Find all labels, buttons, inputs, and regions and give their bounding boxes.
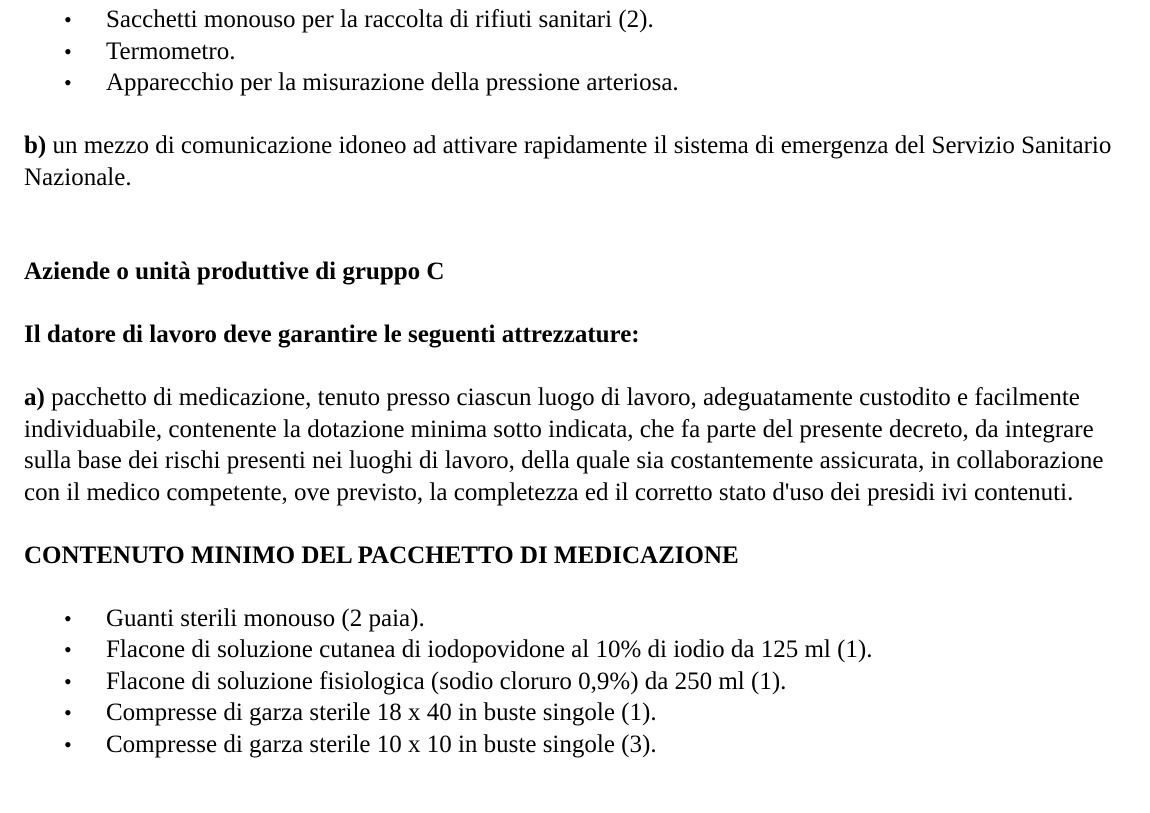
bullet-icon: • <box>64 637 72 662</box>
bullet-icon: • <box>64 700 72 725</box>
section-heading-group-c: Aziende o unità produttive di gruppo C <box>24 258 445 285</box>
paragraph-text: un mezzo di comunicazione idoneo ad attivare rapidamente il sistema di emergenza del Servizio Sanitario Nazionale. <box>24 132 1112 191</box>
list-item <box>24 729 1134 761</box>
paragraph-text: pacchetto di medicazione, tenuto presso ciascun luogo di lavoro, adeguatamente custodito e facilmente individuabile, contenente la dotazione minima sotto indicata, che fa parte del presente decreto, da integrare sulla base dei rischi presenti nei luoghi di lavoro, della quale sia costantemente assicurata, in collaborazione con il medico competente, ove previsto, la completezza ed il corretto stato d'uso dei presidi ivi contenuti. <box>24 384 1104 506</box>
list-item-text: Termometro. <box>106 37 236 65</box>
list-item <box>24 634 1134 666</box>
bullet-list-top <box>24 4 1134 99</box>
list-item <box>24 697 1134 729</box>
bullet-icon: • <box>64 605 72 631</box>
list-item-text: Apparecchio per la misurazione della pressione arteriosa. <box>106 69 679 96</box>
bullet-icon: • <box>64 70 72 95</box>
list-item-text: Compresse di garza sterile 18 x 40 in buste singole (1). <box>106 699 657 726</box>
paragraph-a <box>24 382 1134 508</box>
document-page <box>24 4 1134 760</box>
section-heading-kit: CONTENUTO MINIMO DEL PACCHETTO DI MEDICAZIONE <box>24 541 739 569</box>
bullet-icon: • <box>64 38 72 64</box>
bullet-list-kit <box>24 603 1134 761</box>
list-item <box>24 36 1134 68</box>
list-item-text: Flacone di soluzione fisiologica (sodio cloruro 0,9%) da 250 ml (1). <box>106 667 787 695</box>
bullet-icon: • <box>64 731 72 757</box>
list-item <box>24 4 1134 36</box>
list-item-text: Flacone di soluzione cutanea di iodopovidone al 10% di iodio da 125 ml (1). <box>106 636 873 663</box>
bullet-icon: • <box>64 668 72 694</box>
list-item <box>24 67 1134 99</box>
list-item <box>24 603 1134 635</box>
paragraph-b <box>24 130 1134 193</box>
section-heading-equipment: Il datore di lavoro deve garantire le seguenti attrezzature: <box>24 321 640 348</box>
list-item-text: Sacchetti monouso per la raccolta di rifiuti sanitari (2). <box>106 6 654 33</box>
bullet-icon: • <box>64 7 72 32</box>
list-item-text: Guanti sterili monouso (2 paia). <box>106 604 425 632</box>
paragraph-label: a) <box>24 384 45 411</box>
paragraph-label: b) <box>24 132 47 159</box>
list-item-text: Compresse di garza sterile 10 x 10 in buste singole (3). <box>106 730 657 758</box>
list-item <box>24 666 1134 698</box>
